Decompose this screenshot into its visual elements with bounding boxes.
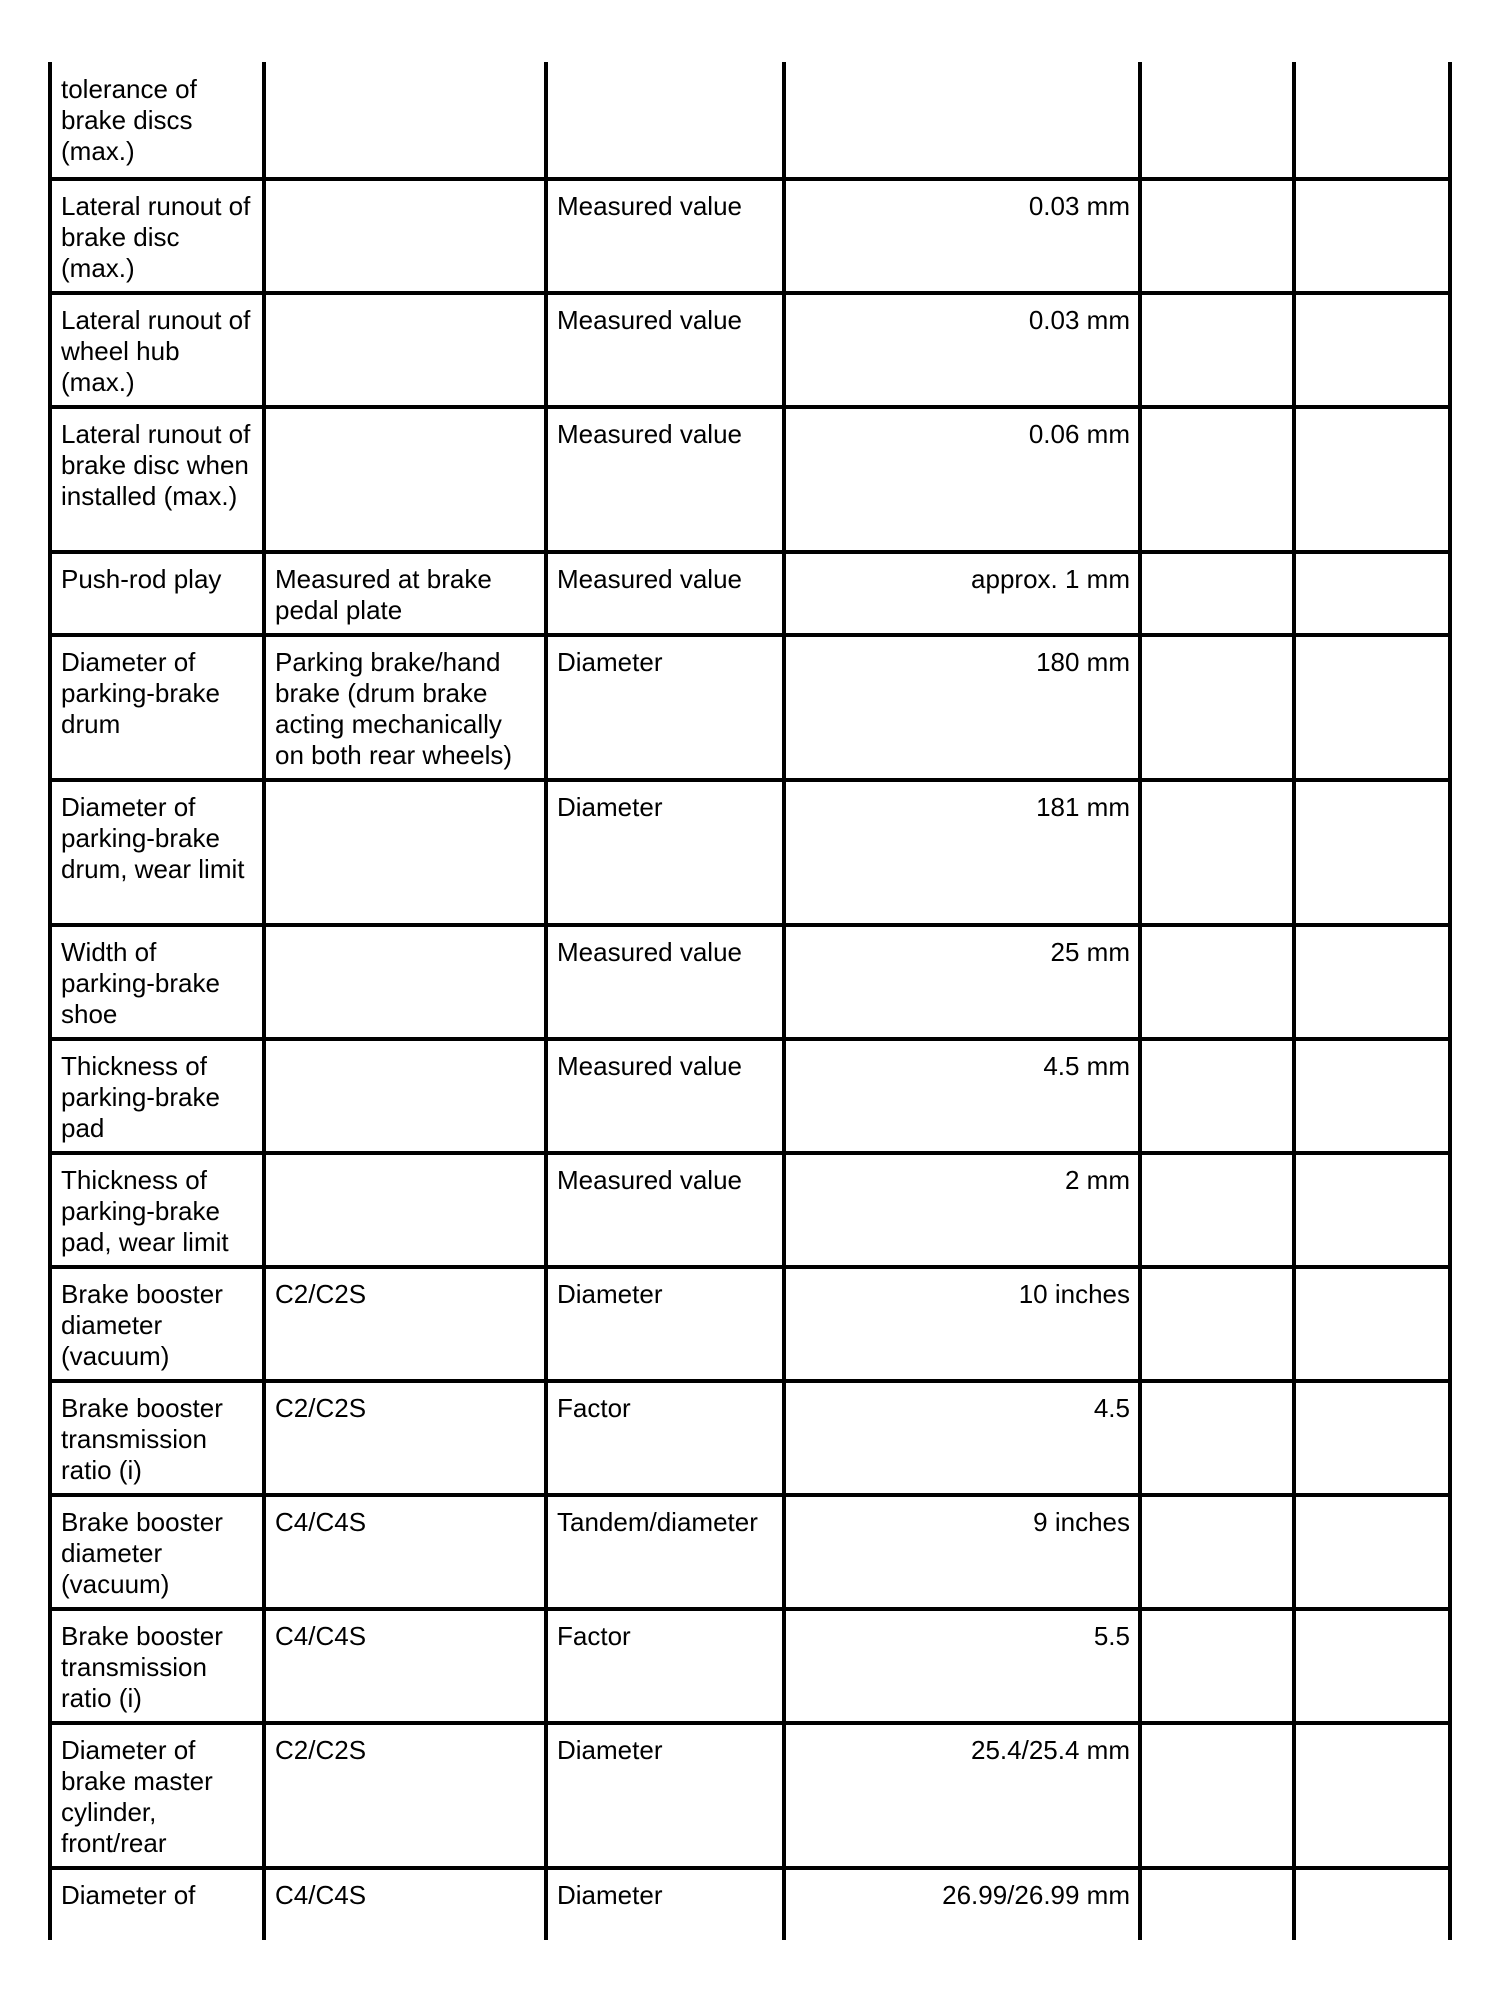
- measurement-type-cell: Measured value: [546, 407, 784, 552]
- value-cell: [784, 62, 1140, 179]
- measurement-type-cell: Measured value: [546, 179, 784, 293]
- empty-cell: [1294, 1153, 1450, 1267]
- measurement-type-cell: Measured value: [546, 1039, 784, 1153]
- value-cell: 0.06 mm: [784, 407, 1140, 552]
- brake-specifications-table: [48, 62, 1452, 1940]
- value-cell: 0.03 mm: [784, 179, 1140, 293]
- measurement-type-cell: Measured value: [546, 293, 784, 407]
- condition-cell: C2/C2S: [264, 1381, 546, 1495]
- table-row: [50, 925, 1450, 1039]
- parameter-cell: tolerance of brake discs (max.): [50, 62, 264, 179]
- empty-cell: [1294, 1039, 1450, 1153]
- table-row: [50, 179, 1450, 293]
- value-cell: 0.03 mm: [784, 293, 1140, 407]
- condition-cell: [264, 780, 546, 925]
- table-row: [50, 1609, 1450, 1723]
- measurement-type-cell: Factor: [546, 1609, 784, 1723]
- value-cell: 180 mm: [784, 635, 1140, 780]
- empty-cell: [1140, 1039, 1294, 1153]
- empty-cell: [1140, 62, 1294, 179]
- table-row: [50, 635, 1450, 780]
- empty-cell: [1294, 293, 1450, 407]
- condition-cell: [264, 407, 546, 552]
- parameter-cell: Brake booster transmission ratio (i): [50, 1381, 264, 1495]
- empty-cell: [1294, 407, 1450, 552]
- empty-cell: [1140, 1153, 1294, 1267]
- measurement-type-cell: Measured value: [546, 925, 784, 1039]
- measurement-type-cell: Diameter: [546, 1723, 784, 1868]
- parameter-cell: Thickness of parking-brake pad: [50, 1039, 264, 1153]
- empty-cell: [1140, 635, 1294, 780]
- table-row: [50, 1868, 1450, 1940]
- empty-cell: [1140, 293, 1294, 407]
- measurement-type-cell: Diameter: [546, 1267, 784, 1381]
- empty-cell: [1294, 62, 1450, 179]
- measurement-type-cell: Diameter: [546, 1868, 784, 1940]
- condition-cell: Measured at brake pedal plate: [264, 552, 546, 635]
- table-row: [50, 552, 1450, 635]
- parameter-cell: Lateral runout of wheel hub (max.): [50, 293, 264, 407]
- measurement-type-cell: [546, 62, 784, 179]
- condition-cell: C2/C2S: [264, 1267, 546, 1381]
- parameter-cell: Brake booster diameter (vacuum): [50, 1495, 264, 1609]
- condition-cell: [264, 1153, 546, 1267]
- value-cell: 4.5 mm: [784, 1039, 1140, 1153]
- condition-cell: C4/C4S: [264, 1868, 546, 1940]
- measurement-type-cell: Factor: [546, 1381, 784, 1495]
- empty-cell: [1140, 1868, 1294, 1940]
- parameter-cell: Push-rod play: [50, 552, 264, 635]
- value-cell: 26.99/26.99 mm: [784, 1868, 1140, 1940]
- value-cell: 4.5: [784, 1381, 1140, 1495]
- condition-cell: [264, 925, 546, 1039]
- table-row: [50, 1153, 1450, 1267]
- measurement-type-cell: Diameter: [546, 780, 784, 925]
- empty-cell: [1294, 1609, 1450, 1723]
- parameter-cell: Diameter of parking-brake drum: [50, 635, 264, 780]
- empty-cell: [1140, 179, 1294, 293]
- parameter-cell: Diameter of: [50, 1868, 264, 1940]
- table-row: [50, 293, 1450, 407]
- parameter-cell: Lateral runout of brake disc (max.): [50, 179, 264, 293]
- measurement-type-cell: Tandem/diameter: [546, 1495, 784, 1609]
- empty-cell: [1140, 1609, 1294, 1723]
- condition-cell: C4/C4S: [264, 1609, 546, 1723]
- condition-cell: [264, 62, 546, 179]
- value-cell: 5.5: [784, 1609, 1140, 1723]
- empty-cell: [1140, 780, 1294, 925]
- empty-cell: [1294, 635, 1450, 780]
- value-cell: 25 mm: [784, 925, 1140, 1039]
- empty-cell: [1294, 1381, 1450, 1495]
- table-row: [50, 780, 1450, 925]
- empty-cell: [1294, 780, 1450, 925]
- table-row: [50, 1381, 1450, 1495]
- empty-cell: [1294, 179, 1450, 293]
- value-cell: approx. 1 mm: [784, 552, 1140, 635]
- value-cell: 10 inches: [784, 1267, 1140, 1381]
- parameter-cell: Brake booster transmission ratio (i): [50, 1609, 264, 1723]
- condition-cell: [264, 293, 546, 407]
- value-cell: 181 mm: [784, 780, 1140, 925]
- empty-cell: [1140, 552, 1294, 635]
- empty-cell: [1140, 407, 1294, 552]
- value-cell: 2 mm: [784, 1153, 1140, 1267]
- table-row: [50, 1267, 1450, 1381]
- empty-cell: [1294, 1495, 1450, 1609]
- empty-cell: [1140, 1267, 1294, 1381]
- parameter-cell: Diameter of brake master cylinder, front/rear: [50, 1723, 264, 1868]
- measurement-type-cell: Diameter: [546, 635, 784, 780]
- table-row: [50, 1723, 1450, 1868]
- empty-cell: [1140, 1495, 1294, 1609]
- empty-cell: [1294, 925, 1450, 1039]
- table-row: [50, 407, 1450, 552]
- condition-cell: C4/C4S: [264, 1495, 546, 1609]
- condition-cell: [264, 1039, 546, 1153]
- parameter-cell: Thickness of parking-brake pad, wear limit: [50, 1153, 264, 1267]
- value-cell: 25.4/25.4 mm: [784, 1723, 1140, 1868]
- empty-cell: [1294, 1267, 1450, 1381]
- table-row: [50, 1495, 1450, 1609]
- empty-cell: [1294, 1723, 1450, 1868]
- table-row: [50, 1039, 1450, 1153]
- measurement-type-cell: Measured value: [546, 552, 784, 635]
- empty-cell: [1140, 1381, 1294, 1495]
- empty-cell: [1294, 1868, 1450, 1940]
- parameter-cell: Brake booster diameter (vacuum): [50, 1267, 264, 1381]
- empty-cell: [1294, 552, 1450, 635]
- measurement-type-cell: Measured value: [546, 1153, 784, 1267]
- value-cell: 9 inches: [784, 1495, 1140, 1609]
- condition-cell: Parking brake/hand brake (drum brake acting mechanically on both rear wheels): [264, 635, 546, 780]
- parameter-cell: Width of parking-brake shoe: [50, 925, 264, 1039]
- parameter-cell: Diameter of parking-brake drum, wear limit: [50, 780, 264, 925]
- empty-cell: [1140, 1723, 1294, 1868]
- table-row: [50, 62, 1450, 179]
- parameter-cell: Lateral runout of brake disc when installed (max.): [50, 407, 264, 552]
- empty-cell: [1140, 925, 1294, 1039]
- condition-cell: [264, 179, 546, 293]
- condition-cell: C2/C2S: [264, 1723, 546, 1868]
